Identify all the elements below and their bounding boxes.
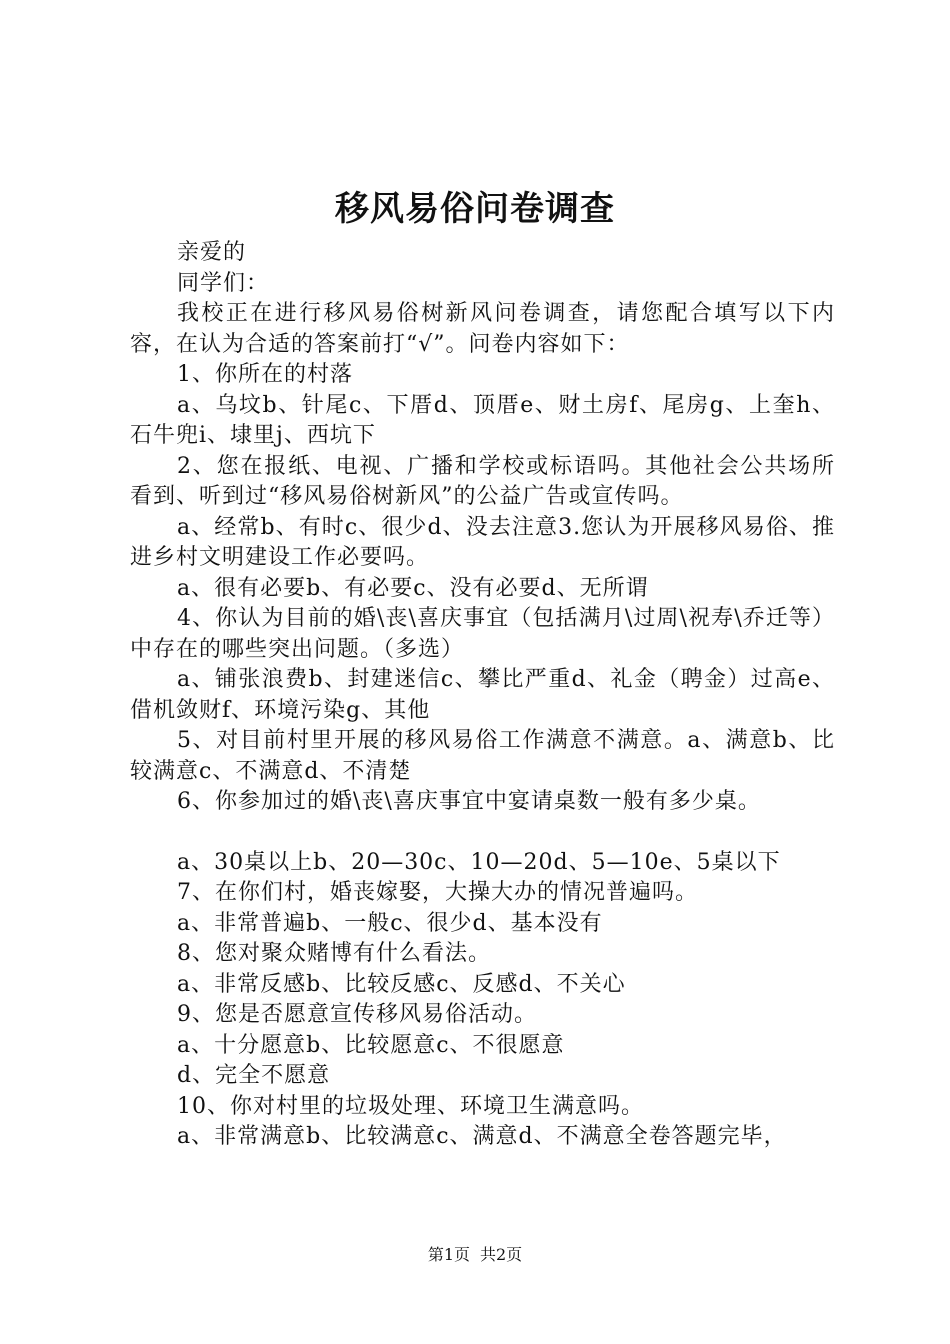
question-2: 2、您在报纸、电视、广播和学校或标语吗。其他社会公共场所看到、听到过“移风易俗树新风”的公益广告或宣传吗。 [130, 453, 835, 509]
question-4: 4、你认为目前的婚\丧\喜庆事宜（包括满月\过周\祝寿\乔迁等）中存在的哪些突出问题。（多选） [130, 606, 835, 662]
question-1: 1、你所在的村落 [177, 362, 353, 387]
document-body [130, 238, 835, 1153]
answer-options-2: a、经常b、有时c、很少d、没去注意3.您认为开展移风易俗、推进乡村文明建设工作必要吗。 [130, 514, 835, 570]
page-number: 第1页 [427, 1245, 470, 1264]
question-5: 5、对目前村里开展的移风易俗工作满意不满意。a、满意b、比较满意c、不满意d、不清楚 [130, 728, 835, 784]
question-8: 8、您对聚众赌博有什么看法。 [177, 941, 491, 966]
question-9: 9、您是否愿意宣传移风易俗活动。 [177, 1002, 537, 1027]
document-title: 移风易俗问卷调查 [335, 189, 615, 229]
page-total: 共2页 [480, 1245, 523, 1264]
question-7: 7、在你们村，婚丧嫁娶，大操大办的情况普遍吗。 [177, 880, 698, 905]
intro-paragraph: 我校正在进行移风易俗树新风问卷调查，请您配合填写以下内容，在认为合适的答案前打“√”。问卷内容如下： [130, 301, 835, 357]
answer-options-3: a、很有必要b、有必要c、没有必要d、无所谓 [177, 575, 649, 601]
answer-options-1: a、乌坟b、针尾c、下厝d、顶厝e、财土房f、尾房g、上奎h、石牛兜i、埭里j、西坑下 [130, 392, 835, 448]
answer-options-8: a、非常反感b、比较反感c、反感d、不关心 [177, 971, 626, 997]
greeting-line-2: 同学们： [177, 270, 270, 296]
answer-options-7: a、非常普遍b、一般c、很少d、基本没有 [177, 910, 603, 936]
question-10: 10、你对村里的垃圾处理、环境卫生满意吗。 [177, 1093, 644, 1119]
page-footer [0, 1244, 950, 1266]
answer-options-4: a、铺张浪费b、封建迷信c、攀比严重d、礼金（聘金）过高e、借机敛财f、环境污染g、其他 [130, 667, 835, 723]
answer-options-9: a、十分愿意b、比较愿意c、不很愿意 [177, 1032, 565, 1058]
question-6: 6、你参加过的婚\丧\喜庆事宜中宴请桌数一般有多少桌。 [177, 789, 761, 814]
answer-options-9-continued: d、完全不愿意 [177, 1063, 331, 1088]
answer-options-10: a、非常满意b、比较满意c、满意d、不满意全卷答题完毕， [177, 1124, 787, 1149]
greeting-line-1: 亲爱的 [177, 240, 247, 265]
answer-options-6: a、30桌以上b、20—30c、10—20d、5—10e、5桌以下 [177, 849, 781, 875]
